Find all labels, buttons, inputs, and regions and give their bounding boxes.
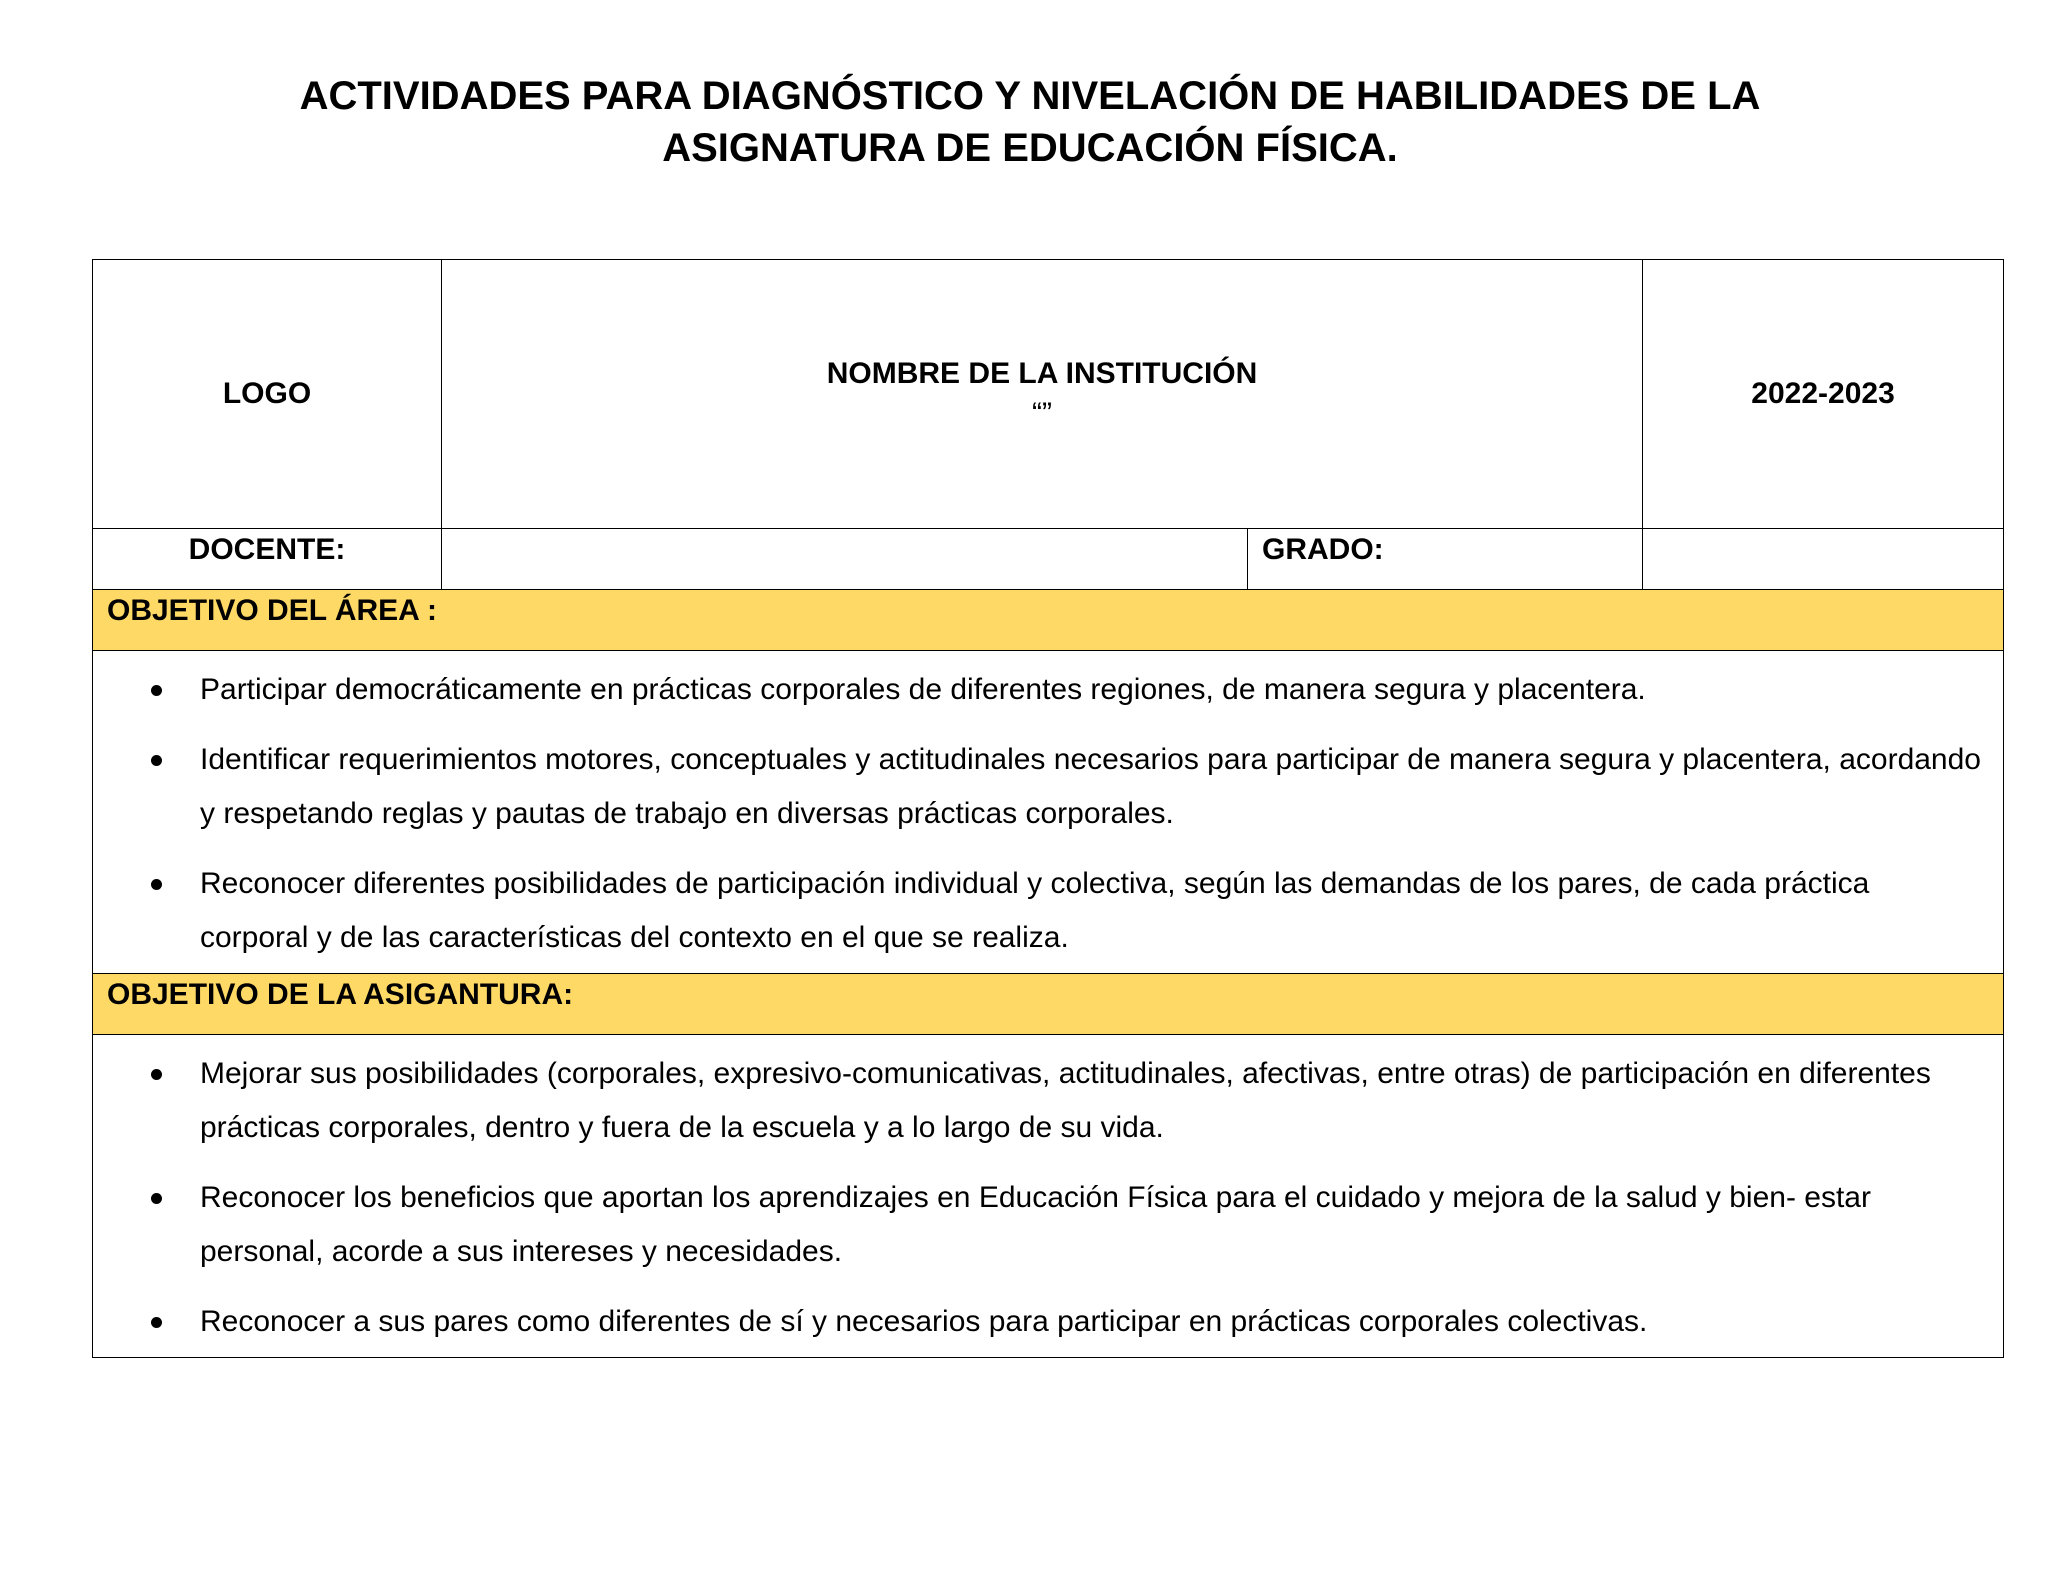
list-item-text: Reconocer a sus pares como diferentes de sí y necesarios para participar en prácticas corporales colectivas. — [200, 1305, 1648, 1338]
objetivo-area-header-row — [93, 590, 2004, 651]
objetivo-asignatura-heading: OBJETIVO DE LA ASIGANTURA: — [93, 974, 2004, 1035]
docente-label-cell — [93, 529, 442, 590]
bullet-icon — [151, 1193, 162, 1204]
school-year-cell — [1643, 260, 2004, 529]
logo-placeholder-label: LOGO — [222, 377, 312, 410]
list-item-text: Reconocer diferentes posibilidades de participación individual y colectiva, según las demandas de los pares, de cada práctica corporal y de las características del contexto en el que se realiza. — [200, 867, 1870, 954]
header-row — [93, 260, 2004, 529]
institution-cell — [442, 260, 1643, 529]
objetivo-asignatura-content — [93, 1035, 2004, 1358]
list-item-text: Participar democráticamente en prácticas corporales de diferentes regiones, de manera segura y placentera. — [200, 673, 1646, 706]
institution-name: NOMBRE DE LA INSTITUCIÓN — [826, 357, 1258, 390]
planning-form-table — [92, 259, 2004, 1358]
document-title — [160, 70, 1900, 174]
list-item — [200, 857, 1983, 965]
bullet-icon — [151, 1317, 162, 1328]
docente-label: DOCENTE: — [188, 533, 346, 566]
objetivo-asignatura-content-row — [93, 1035, 2004, 1358]
bullet-icon — [151, 1069, 162, 1080]
document-title-line-1: ACTIVIDADES PARA DIAGNÓSTICO Y NIVELACIÓN DE HABILIDADES DE LA — [299, 74, 1761, 118]
objetivo-area-heading: OBJETIVO DEL ÁREA : — [93, 590, 2004, 651]
list-item — [200, 663, 1983, 717]
objetivo-area-list — [93, 663, 1983, 965]
list-item — [200, 1047, 1983, 1155]
objetivo-asignatura-list — [93, 1047, 1983, 1349]
grado-label-cell — [1248, 529, 1643, 590]
list-item — [200, 733, 1983, 841]
logo-cell — [93, 260, 442, 529]
list-item — [200, 1171, 1983, 1279]
objetivo-area-content — [93, 651, 2004, 974]
bullet-icon — [151, 685, 162, 696]
list-item-text: Mejorar sus posibilidades (corporales, expresivo-comunicativas, actitudinales, afectivas, entre otras) de participación en diferentes prácticas corporales, dentro y fuera de la escuela y a lo largo de su vida. — [200, 1057, 1931, 1144]
teacher-grade-row — [93, 529, 2004, 590]
document-title-line-2: ASIGNATURA DE EDUCACIÓN FÍSICA. — [662, 126, 1398, 170]
list-item-text: Identificar requerimientos motores, conceptuales y actitudinales necesarios para participar de manera segura y placentera, acordando y respetando reglas y pautas de trabajo en diversas prácticas corporales. — [200, 743, 1981, 830]
objetivo-area-content-row — [93, 651, 2004, 974]
bullet-icon — [151, 879, 162, 890]
list-item — [200, 1295, 1983, 1349]
docente-value-cell[interactable] — [442, 529, 1248, 590]
institution-quotes: “” — [1032, 397, 1052, 430]
bullet-icon — [151, 755, 162, 766]
grado-label: GRADO: — [1262, 533, 1384, 566]
school-year: 2022-2023 — [1751, 377, 1895, 410]
objetivo-asignatura-header-row — [93, 974, 2004, 1035]
grado-value-cell[interactable] — [1643, 529, 2004, 590]
list-item-text: Reconocer los beneficios que aportan los aprendizajes en Educación Física para el cuidado y mejora de la salud y bien- estar personal, acorde a sus intereses y necesidades. — [200, 1181, 1871, 1268]
